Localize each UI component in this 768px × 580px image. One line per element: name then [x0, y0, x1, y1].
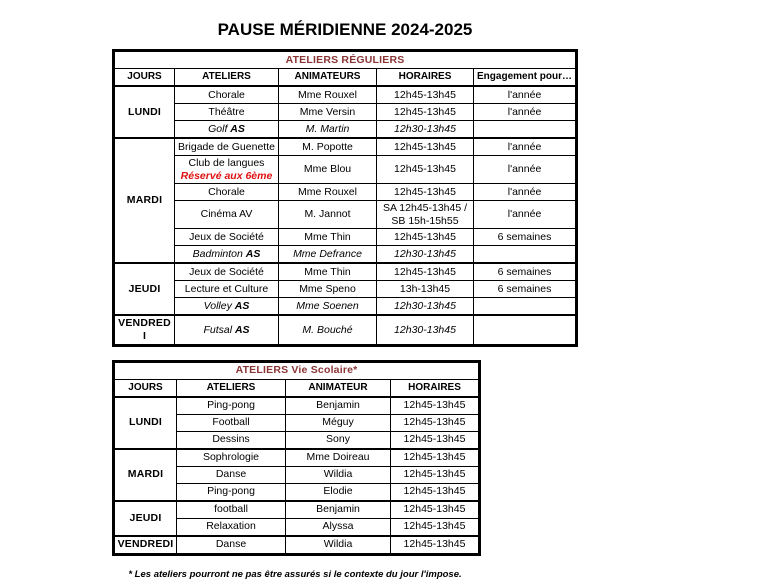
animateur-cell: Wildia: [286, 536, 391, 555]
tables-host: [112, 49, 578, 556]
horaire-cell: 12h45-13h45: [391, 414, 480, 431]
engagement-cell: l'année: [474, 184, 577, 201]
horaire-cell: 12h45-13h45: [377, 229, 474, 246]
animateur-cell: Mme Versin: [279, 104, 377, 121]
engagement-cell: [474, 121, 577, 139]
atelier-cell: Théâtre: [175, 104, 279, 121]
atelier-cell: [175, 315, 279, 345]
column-header: Engagement pour…: [474, 69, 577, 87]
atelier-cell: Jeux de Société: [175, 263, 279, 281]
engagement-cell: [474, 315, 577, 345]
day-cell-mardi: MARDI: [114, 138, 175, 263]
day-cell-lundi: LUNDI: [114, 397, 177, 449]
section-title: ATELIERS RÉGULIERS: [114, 51, 577, 69]
day-cell-jeudi: JEUDI: [114, 263, 175, 315]
cell-text: Futsal: [203, 323, 235, 336]
section-title: ATELIERS Vie Scolaire*: [114, 361, 480, 379]
cell-text: Club de langues: [188, 157, 265, 169]
horaire-cell: 12h45-13h45: [377, 156, 474, 184]
as-label: AS: [230, 122, 245, 135]
horaire-cell: 12h45-13h45: [377, 263, 474, 281]
table-row: [114, 229, 577, 246]
engagement-cell: l'année: [474, 201, 577, 229]
engagement-cell: [474, 298, 577, 316]
atelier-cell: Chorale: [175, 86, 279, 104]
horaire-cell: 12h30-13h45: [377, 121, 474, 139]
animateur-cell: Mme Soenen: [279, 298, 377, 316]
as-label: AS: [234, 323, 250, 336]
atelier-cell: Dessins: [177, 431, 286, 449]
as-label: AS: [245, 248, 261, 261]
horaire-cell: 12h30-13h45: [377, 246, 474, 264]
table-vie-scolaire: [112, 360, 481, 556]
horaire-cell: 12h45-13h45: [391, 518, 480, 536]
table-row: [114, 184, 577, 201]
animateur-cell: Benjamin: [286, 501, 391, 519]
horaire-cell: 12h45-13h45: [391, 466, 480, 483]
animateur-cell: Alyssa: [286, 518, 391, 536]
horaire-cell: SA 12h45-13h45 / SB 15h-15h55: [377, 201, 474, 229]
engagement-cell: [474, 246, 577, 264]
restriction-note: Réservé aux 6ème: [180, 169, 273, 182]
horaire-cell: 13h-13h45: [377, 281, 474, 298]
engagement-cell: l'année: [474, 156, 577, 184]
atelier-cell: Cinéma AV: [175, 201, 279, 229]
atelier-cell: Chorale: [175, 184, 279, 201]
engagement-cell: 6 semaines: [474, 281, 577, 298]
horaire-cell: 12h45-13h45: [391, 536, 480, 555]
table-row: [114, 315, 577, 345]
table-row: [114, 201, 577, 229]
page-title: PAUSE MÉRIDIENNE 2024-2025: [217, 20, 473, 39]
column-header: ANIMATEUR: [286, 379, 391, 397]
column-header-row: [114, 379, 480, 397]
engagement-cell: l'année: [474, 138, 577, 156]
horaire-cell: 12h45-13h45: [391, 431, 480, 449]
table-row: [114, 121, 577, 139]
day-cell-jeudi: JEUDI: [114, 501, 177, 536]
atelier-cell: Football: [177, 414, 286, 431]
table-row: [114, 138, 577, 156]
animateur-cell: Elodie: [286, 483, 391, 501]
column-header: HORAIRES: [391, 379, 480, 397]
column-header: ATELIERS: [175, 69, 279, 87]
animateur-cell: Mme Thin: [279, 229, 377, 246]
day-cell-mardi: MARDI: [114, 449, 177, 501]
document-content: [112, 20, 578, 580]
animateur-cell: M. Martin: [279, 121, 377, 139]
table-row: [114, 86, 577, 104]
animateur-cell: Mme Doireau: [286, 449, 391, 467]
cell-text: Golf: [208, 122, 231, 135]
animateur-cell: Mme Defrance: [279, 246, 377, 264]
section-title-row: [114, 361, 480, 379]
horaire-cell: 12h45-13h45: [391, 397, 480, 415]
day-cell-vendredi: VENDREDI: [114, 536, 177, 555]
table-row: [114, 281, 577, 298]
table-row: [114, 156, 577, 184]
horaire-cell: 12h30-13h45: [377, 298, 474, 316]
atelier-cell: Relaxation: [177, 518, 286, 536]
horaire-cell: 12h45-13h45: [377, 138, 474, 156]
section-title-row: [114, 51, 577, 69]
atelier-cell: Lecture et Culture: [175, 281, 279, 298]
atelier-cell: Jeux de Société: [175, 229, 279, 246]
column-header: ANIMATEURS: [279, 69, 377, 87]
day-cell-lundi: LUNDI: [114, 86, 175, 138]
atelier-cell: Danse: [177, 466, 286, 483]
animateur-cell: M. Jannot: [279, 201, 377, 229]
cell-text: Badminton: [192, 248, 246, 261]
atelier-cell: Sophrologie: [177, 449, 286, 467]
table-row: [114, 246, 577, 264]
animateur-cell: Mme Blou: [279, 156, 377, 184]
column-header: ATELIERS: [177, 379, 286, 397]
horaire-cell: 12h45-13h45: [377, 184, 474, 201]
as-label: AS: [234, 300, 250, 313]
table-row: [114, 263, 577, 281]
engagement-cell: 6 semaines: [474, 229, 577, 246]
atelier-cell: Danse: [177, 536, 286, 555]
footnote: * Les ateliers pourront ne pas être assurés si le contexte du jour l'impose.: [128, 568, 462, 580]
horaire-cell: 12h45-13h45: [377, 104, 474, 121]
animateur-cell: Mme Rouxel: [279, 184, 377, 201]
animateur-cell: Sony: [286, 431, 391, 449]
atelier-cell: [175, 156, 279, 184]
atelier-cell: Ping-pong: [177, 397, 286, 415]
table-row: [114, 501, 480, 519]
atelier-cell: [175, 246, 279, 264]
engagement-cell: l'année: [474, 86, 577, 104]
cell-text: Volley: [203, 300, 235, 313]
table-row: [114, 104, 577, 121]
horaire-cell: 12h45-13h45: [391, 449, 480, 467]
table-row: [114, 397, 480, 415]
animateur-cell: Mme Thin: [279, 263, 377, 281]
atelier-cell: football: [177, 501, 286, 519]
horaire-cell: 12h30-13h45: [377, 315, 474, 345]
table-row: [114, 298, 577, 316]
atelier-cell: Brigade de Guenette: [175, 138, 279, 156]
animateur-cell: Méguy: [286, 414, 391, 431]
table-row: [114, 536, 480, 555]
horaire-cell: 12h45-13h45: [391, 483, 480, 501]
animateur-cell: Mme Speno: [279, 281, 377, 298]
horaire-cell: 12h45-13h45: [377, 86, 474, 104]
column-header: JOURS: [114, 69, 175, 87]
engagement-cell: 6 semaines: [474, 263, 577, 281]
animateur-cell: M. Popotte: [279, 138, 377, 156]
atelier-cell: [175, 298, 279, 316]
horaire-cell: 12h45-13h45: [391, 501, 480, 519]
table-reguliers: [112, 49, 578, 347]
animateur-cell: Wildia: [286, 466, 391, 483]
animateur-cell: M. Bouché: [279, 315, 377, 345]
engagement-cell: l'année: [474, 104, 577, 121]
animateur-cell: Mme Rouxel: [279, 86, 377, 104]
animateur-cell: Benjamin: [286, 397, 391, 415]
atelier-cell: Ping-pong: [177, 483, 286, 501]
column-header-row: [114, 69, 577, 87]
column-header: JOURS: [114, 379, 177, 397]
column-header: HORAIRES: [377, 69, 474, 87]
atelier-cell: [175, 121, 279, 139]
day-cell-vendredi: VENDREDI: [114, 315, 175, 345]
table-row: [114, 449, 480, 467]
